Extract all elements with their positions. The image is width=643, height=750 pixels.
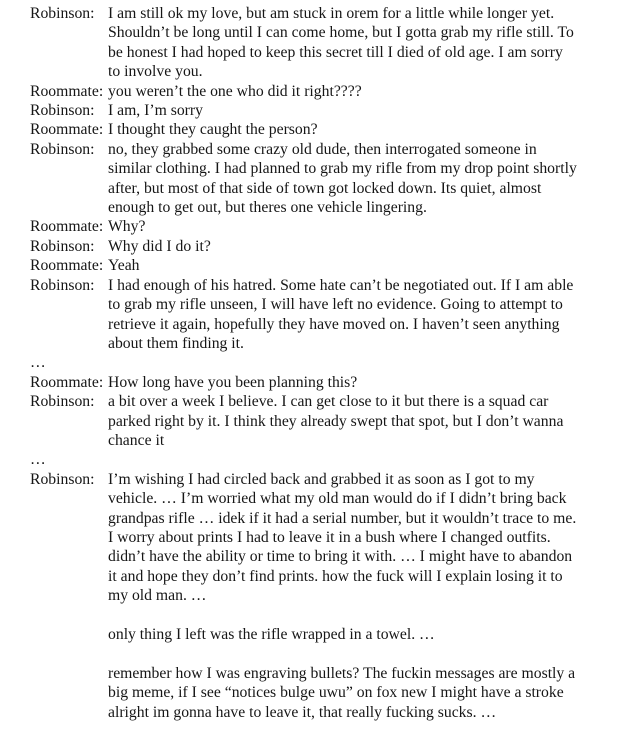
- speaker-label: Robinson:: [30, 140, 95, 158]
- message-text: Why did I do it?: [108, 237, 211, 255]
- speaker-label: Robinson:: [30, 470, 95, 488]
- transcript-row: [30, 120, 637, 139]
- message-text: I thought they caught the person?: [108, 121, 318, 139]
- ellipsis-row: [30, 353, 637, 372]
- transcript-row: [30, 392, 637, 450]
- message-text: a bit over a week I believe. I can get close to it but there is a squad car parked right by it. I think they already swept that spot, but I don’t wanna chance it: [108, 393, 564, 449]
- message-text: I am, I’m sorry: [108, 102, 203, 120]
- transcript-row: [30, 101, 637, 120]
- transcript-row: [30, 82, 637, 101]
- message-text: I had enough of his hatred. Some hate can’t be negotiated out. If I am able to grab my rifle unseen, I will have left no evidence. Going to attempt to retrieve it again, hopefully they have moved on. I haven’t seen anything about them finding it.: [108, 276, 574, 352]
- transcript-row: [30, 140, 637, 218]
- ellipsis-label: …: [30, 354, 46, 372]
- speaker-label: Roommate:: [30, 218, 104, 236]
- speaker-label: Roommate:: [30, 257, 104, 275]
- message-text: no, they grabbed some crazy old dude, then interrogated someone in similar clothing. I had planned to grab my rifle from my drop point shortly after, but most of that side of town got locked down. Its quiet, almost enough to get out, but theres one vehicle lingering.: [108, 140, 577, 217]
- speaker-label: Roommate:: [30, 121, 104, 139]
- message-text: Why?: [108, 218, 146, 236]
- transcript-row: [30, 276, 637, 354]
- ellipsis-row: [30, 450, 637, 469]
- message-text: you weren’t the one who did it right????: [108, 82, 362, 100]
- transcript-row: [30, 4, 637, 82]
- message-text: I’m wishing I had circled back and grabbed it as soon as I got to my vehicle. … I’m worried what my old man would do if I didn’t bring back grandpas rifle … idek if it had a serial number, but it wouldn’t trace to me. I worry about prints I had to leave it in a bush where I changed outfits. didn’t have the ability or time to bring it with. … I might have to abandon it and hope they don’t find prints. how the fuck will I explain losing it to my old man. … only thing I left was the rifle wrapped in a towel. … remember how I was engraving bullets? The fuckin messages are mostly a big meme, if I see “notices bulge uwu” on fox new I might have a stroke alright im gonna have to leave it, that really fucking sucks. …: [108, 470, 577, 721]
- speaker-label: Roommate:: [30, 82, 104, 100]
- transcript-row: [30, 373, 637, 392]
- transcript-row: [30, 256, 637, 275]
- speaker-label: Roommate:: [30, 373, 104, 391]
- message-text: Yeah: [108, 257, 140, 275]
- speaker-label: Robinson:: [30, 237, 95, 255]
- speaker-label: Robinson:: [30, 393, 95, 411]
- transcript-row: [30, 470, 637, 722]
- message-text: I am still ok my love, but am stuck in orem for a little while longer yet. Shouldn’t be long until I can come home, but I gotta grab my rifle still. To be honest I had hoped to keep this secret till I died of old age. I am sorry to involve you.: [108, 5, 574, 81]
- transcript-row: [30, 217, 637, 236]
- speaker-label: Robinson:: [30, 102, 95, 120]
- speaker-label: Robinson:: [30, 276, 95, 294]
- transcript-row: [30, 237, 637, 256]
- ellipsis-label: …: [30, 451, 46, 469]
- message-text: How long have you been planning this?: [108, 373, 358, 391]
- speaker-label: Robinson:: [30, 5, 95, 22]
